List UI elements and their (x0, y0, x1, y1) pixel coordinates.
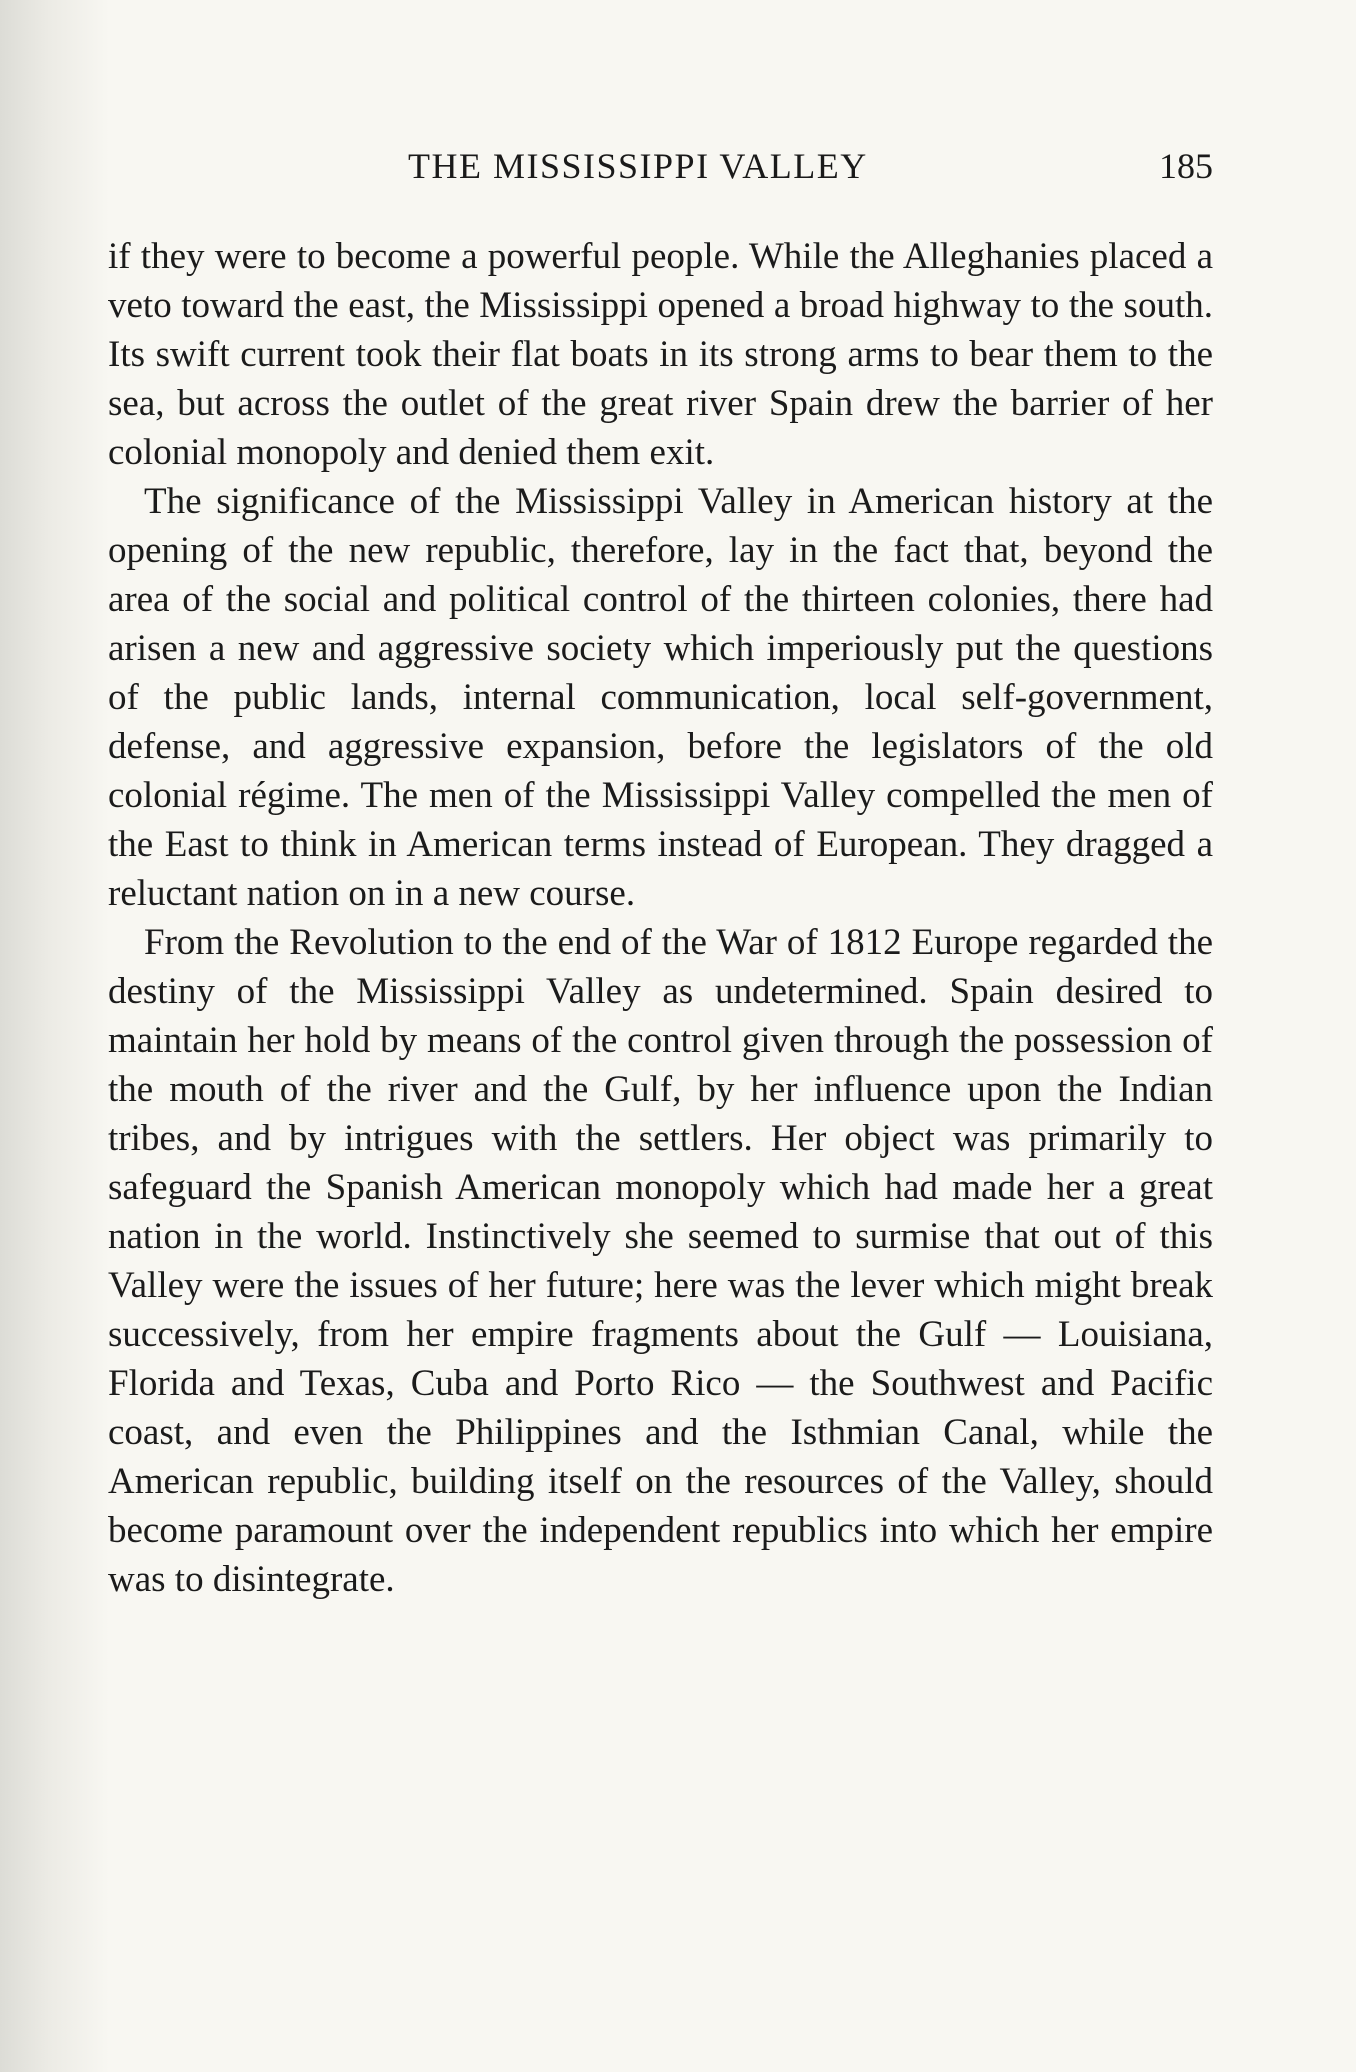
paragraph-revolution: From the Revolution to the end of the War of 1812 Europe regarded the destiny of the Mississippi Valley as undetermined. Spain desired to maintain her hold by means of the control given through the possession of the mouth of the river and the Gulf, by her influence upon the Indian tribes, and by intrigues with the settlers. Her object was primarily to safeguard the Spanish American monopoly which had made her a great nation in the world. Instinctively she seemed to surmise that out of this Valley were the issues of her future; here was the lever which might break successively, from her empire fragments about the Gulf — Louisiana, Florida and Texas, Cuba and Porto Rico — the Southwest and Pacific coast, and even the Philippines and the Isthmian Canal, while the American republic, building itself on the resources of the Valley, should become paramount over the independent republics into which her empire was to disintegrate. (108, 922, 1213, 1600)
paragraph-significance: The significance of the Mississippi Valley in American history at the opening of the new republic, therefore, lay in the fact that, beyond the area of the social and political control of the thirteen colonies, there had arisen a new and aggressive society which imperiously put the questions of the public lands, internal communication, local self-government, defense, and aggressive expansion, before the legislators of the old colonial régime. The men of the Mississippi Valley compelled the men of the East to think in American terms instead of European. They dragged a reluctant nation on in a new course. (108, 481, 1213, 914)
paragraph-continued: if they were to become a powerful people. While the Alleghanies placed a veto toward the east, the Mississippi opened a broad highway to the south. Its swift current took their flat boats in its strong arms to bear them to the sea, but across the outlet of the great river Spain drew the barrier of her colonial monopoly and denied them exit. (108, 236, 1213, 473)
page-header (108, 145, 1213, 195)
page-number: 185 (1159, 146, 1213, 186)
binding-gutter-shadow (0, 0, 110, 2072)
body-text (108, 232, 1213, 1604)
running-title: THE MISSISSIPPI VALLEY (408, 146, 868, 186)
